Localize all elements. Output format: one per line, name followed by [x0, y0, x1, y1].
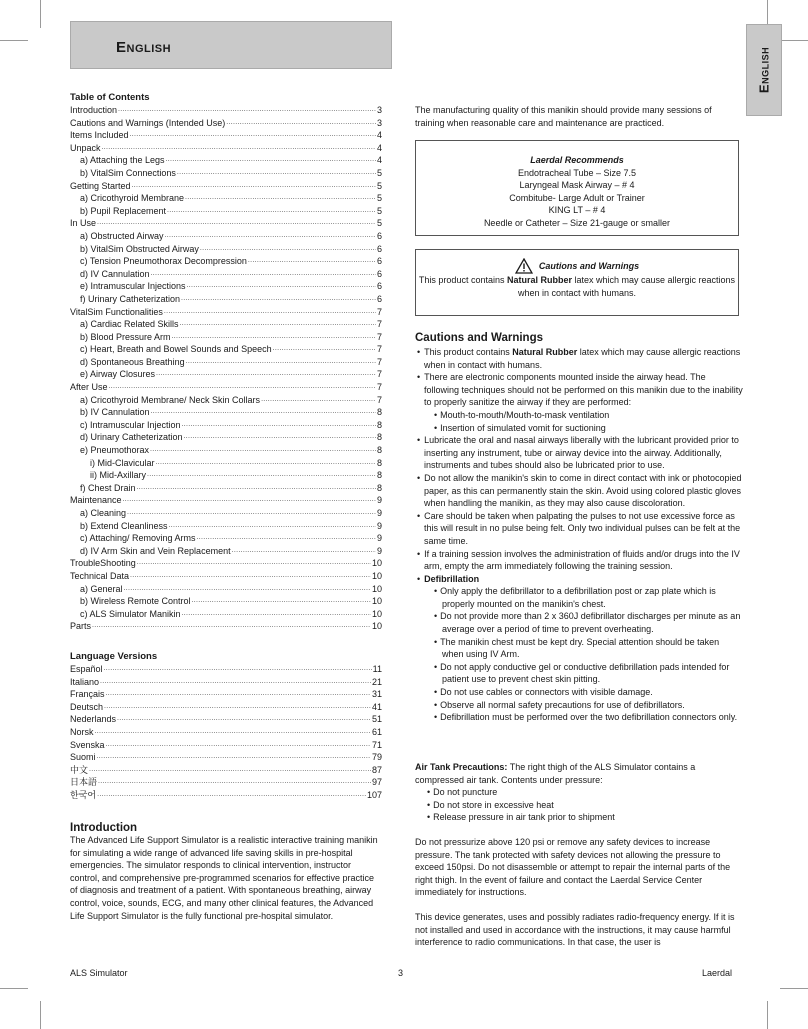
page-title: English	[116, 39, 172, 56]
toc-entry-page: 8	[376, 419, 382, 430]
toc-entry-page: 9	[376, 508, 382, 518]
rf-section	[415, 911, 740, 949]
toc-entry-label: c) Heart, Breath and Bowel Sounds and Speech	[80, 344, 272, 355]
toc-entry-page: 4	[376, 130, 382, 141]
language-entry	[70, 789, 382, 802]
language-label: Français	[70, 689, 105, 700]
language-versions-title: Language Versions	[70, 650, 158, 662]
caution-box	[415, 249, 739, 316]
toc-entry-label: d) Spontaneous Breathing	[80, 356, 185, 367]
toc-leader-dots	[92, 618, 371, 633]
crop-mark	[780, 988, 808, 989]
crop-mark	[0, 40, 28, 41]
toc-entry-page: 6	[376, 256, 382, 267]
toc-entry-page: 6	[376, 230, 382, 241]
language-page: 21	[371, 676, 382, 687]
toc-entry-label: c) Tension Pneumothorax Decompression	[80, 256, 247, 267]
list-item: • Do not allow the manikin's skin to come in direct contact with ink or photocopied paper, as this can permanently stain the skin. Avoid using colored plastic gloves when handling the manikin, as they may also cause discoloration.	[415, 472, 743, 510]
toc-entry-page: 6	[376, 268, 382, 279]
toc-entry-label: b) Pupil Replacement	[80, 205, 167, 216]
footer-right: Laerdal	[702, 968, 733, 978]
list-item: • Mouth-to-mouth/Mouth-to-mask ventilation	[424, 409, 743, 422]
toc-entry-label: a) Cardiac Related Skills	[80, 319, 179, 330]
page-number: 3	[398, 968, 404, 978]
toc-entry-page: 8	[376, 445, 382, 456]
recommends-line: Combitube- Large Adult or Trainer	[509, 192, 645, 203]
list-item	[415, 573, 743, 724]
list-item	[415, 371, 743, 434]
toc-leader-dots	[97, 787, 366, 802]
defibrillation-list	[415, 573, 743, 724]
air-tank-label: Air Tank Precautions:	[415, 762, 508, 772]
recommends-line: Endotracheal Tube – Size 7.5	[517, 167, 637, 178]
language-label: Español	[70, 663, 103, 674]
air-tank-list	[415, 786, 740, 824]
list-item	[415, 346, 743, 371]
toc-list	[70, 104, 382, 633]
caution-box-text-pre: This product contains	[418, 275, 507, 285]
toc-entry-label: c) Intramuscular Injection	[80, 419, 181, 430]
toc-entry-label: In Use	[70, 218, 97, 229]
toc-entry-page: 5	[376, 167, 382, 178]
toc-entry-page: 4	[376, 155, 382, 166]
language-label: Deutsch	[70, 701, 104, 712]
defibrillation-heading: Defibrillation	[424, 573, 480, 584]
defibrillation-sublist	[424, 585, 743, 724]
toc-entry-page: 10	[371, 570, 382, 581]
introduction-heading: Introduction	[70, 822, 138, 834]
toc-entry-label: b) Wireless Remote Control	[80, 596, 191, 607]
toc-entry	[70, 620, 382, 633]
language-page: 51	[371, 714, 382, 725]
language-page: 87	[371, 764, 382, 775]
left-column	[70, 91, 382, 801]
toc-entry-page: 7	[376, 344, 382, 355]
language-page: 107	[366, 789, 382, 800]
toc-entry-label: After Use	[70, 382, 108, 393]
toc-entry-label: Items Included	[70, 130, 129, 141]
latex-text-bold: Natural Rubber	[512, 347, 578, 357]
list-item: • Do not provide more than 2 x 360J defibrillator discharges per minute as an average over a period of time to prevent overheating.	[424, 610, 743, 635]
toc-entry-label: VitalSim Functionalities	[70, 306, 163, 317]
language-label: 日本語	[70, 777, 98, 788]
list-item: • Do not apply conductive gel or conductive defibrillation pads intended for patient use to prevent chest skin pitting.	[424, 661, 743, 686]
toc-entry-label: e) Pneumothorax	[80, 445, 150, 456]
toc-title: Table of Contents	[70, 92, 150, 103]
toc-entry-label: f) Urinary Catheterization	[80, 293, 181, 304]
toc-entry-page: 10	[371, 558, 382, 569]
toc-entry-page: 6	[376, 293, 382, 304]
language-label: 中文	[70, 764, 89, 775]
language-page: 11	[372, 663, 382, 674]
toc-entry-label: e) Airway Closures	[80, 369, 156, 380]
toc-entry-label: Getting Started	[70, 180, 131, 191]
cautions-list	[415, 346, 743, 434]
language-label: Norsk	[70, 726, 94, 737]
toc-entry-label: d) IV Cannulation	[80, 268, 150, 279]
toc-entry-label: d) IV Arm Skin and Vein Replacement	[80, 545, 231, 556]
toc-entry-label: Cautions and Warnings (Intended Use)	[70, 117, 226, 128]
list-item: • Defibrillation must be performed over the two defibrillation connectors only.	[424, 711, 743, 724]
toc-entry-page: 10	[371, 583, 382, 594]
toc-entry-page: 9	[376, 495, 382, 506]
air-tank-text	[415, 761, 740, 786]
toc-entry-label: b) VitalSim Obstructed Airway	[80, 243, 199, 254]
footer-left: ALS Simulator	[70, 968, 128, 978]
toc-entry-page: 7	[376, 306, 382, 317]
toc-entry-label: c) ALS Simulator Manikin	[80, 608, 181, 619]
toc-entry-label: f) Chest Drain	[80, 482, 136, 493]
pressure-text: Do not pressurize above 120 psi or remove any safety devices to increase pressure. The tank protected with safety devices not allowing the pressure to exceed 150psi. Do not disassemble or attempt to repair the internal parts of the right thigh. In the event of failure and contact the Laerdal Service Center immediately for instructions.	[415, 837, 731, 898]
recommends-list	[416, 167, 738, 230]
caution-box-title: Cautions and Warnings	[538, 260, 640, 271]
toc-entry-page: 8	[376, 457, 382, 468]
introduction-text: The Advanced Life Support Simulator is a realistic interactive training manikin for simulating a wide range of advanced life saving skills in pre-hospital emergencies. The simulator responds to clinical intervention, instructor control, and comprehensive pre-programmed scenarios for effective practice of diagnosis and treatment of a patient. With spontaneous breathing, airway control, voice, sounds, ECG, and many other clinical features, the Advanced Life Support Simulator is the fully functional pre-hospital simulator.	[70, 835, 378, 921]
recommends-line: Needle or Catheter – Size 21-gauge or smaller	[483, 217, 671, 228]
recommends-box	[415, 140, 739, 236]
list-item: • The manikin chest must be kept dry. Special attention should be taken when using IV Arm.	[424, 636, 743, 661]
toc-entry-page: 10	[371, 621, 382, 632]
language-page: 31	[371, 689, 382, 700]
toc-entry-label: a) Cleaning	[80, 508, 127, 518]
list-item: • Insertion of simulated vomit for suctioning	[424, 422, 743, 435]
language-label: Suomi	[70, 752, 96, 763]
toc-entry-page: 7	[376, 356, 382, 367]
caution-box-text-bold: Natural Rubber	[506, 275, 572, 285]
toc-entry-label: a) General	[80, 583, 123, 594]
electronic-sublist	[424, 409, 743, 434]
language-page: 97	[371, 777, 382, 788]
cautions-section	[415, 332, 743, 724]
toc-entry-page: 7	[376, 319, 382, 330]
list-item: • Do not use cables or connectors with visible damage.	[424, 686, 743, 699]
language-label: Nederlands	[70, 714, 117, 725]
toc-entry-label: b) IV Cannulation	[80, 407, 150, 418]
recommends-line: KING LT – # 4	[548, 205, 606, 216]
toc-entry-label: Maintenance	[70, 495, 122, 506]
toc-entry-label: b) VitalSim Connections	[80, 167, 176, 178]
toc-entry-label: b) Blood Pressure Arm	[80, 331, 171, 342]
toc-entry-label: a) Cricothyroid Membrane/ Neck Skin Collars	[80, 394, 261, 405]
language-label: 한국어	[70, 789, 97, 800]
toc-entry-page: 7	[376, 382, 382, 393]
toc-entry-label: i) Mid-Clavicular	[90, 457, 155, 468]
list-item: • Do not store in excessive heat	[415, 799, 740, 812]
language-label: Italiano	[70, 676, 100, 687]
toc-entry-page: 10	[371, 596, 382, 607]
toc-entry-label: ii) Mid-Axillary	[90, 470, 146, 481]
toc-entry-page: 6	[376, 281, 382, 292]
crop-mark	[780, 40, 808, 41]
toc-entry-page: 10	[371, 608, 382, 619]
rf-text: This device generates, uses and possibly radiates radio-frequency energy. If it is not installed and used in accordance with the instructions, it may cause harmful interference to radio communications. In that case, the user is	[415, 912, 735, 948]
toc-entry-label: Introduction	[70, 105, 118, 115]
toc-entry-page: 9	[376, 533, 382, 544]
toc-entry-label: a) Cricothyroid Membrane	[80, 193, 185, 204]
language-page: 41	[371, 701, 382, 712]
cautions-heading: Cautions and Warnings	[415, 332, 543, 344]
language-versions	[70, 650, 382, 802]
crop-mark	[0, 988, 28, 989]
introduction-section	[70, 822, 382, 922]
air-tank-section	[415, 761, 740, 824]
toc-entry-label: Unpack	[70, 142, 101, 153]
toc-entry-label: b) Extend Cleanliness	[80, 520, 168, 531]
language-label: Svenska	[70, 739, 105, 750]
toc-entry-label: e) Intramuscular Injections	[80, 281, 186, 292]
caution-box-text	[416, 274, 738, 299]
toc-entry-page: 7	[376, 369, 382, 380]
electronic-text: There are electronic components mounted inside the airway head. The following techniques should not be performed on this manikin due to the inability to properly sanitize the airway if they are performed:	[424, 372, 743, 408]
language-page: 61	[371, 726, 382, 737]
toc-entry-page: 3	[376, 105, 382, 115]
list-item: • Lubricate the oral and nasal airways liberally with the lubricant provided prior to inserting any instrument, tube or airway device into the airway. Additionally, instruments and tubes should also be lubricated prior to use.	[415, 434, 743, 472]
side-tab-label: English	[756, 46, 772, 94]
crop-mark	[40, 0, 41, 28]
toc-entry-label: Parts	[70, 621, 92, 632]
list-item: • If a training session involves the administration of fluids and/or drugs into the IV arm, empty the arm immediately following the training session.	[415, 548, 743, 573]
quality-text: The manufacturing quality of this manikin should provide many sessions of training when reasonable care and maintenance are practiced.	[415, 105, 712, 128]
toc-entry-label: a) Attaching the Legs	[80, 155, 165, 166]
toc-entry-page: 8	[376, 432, 382, 443]
pressure-section	[415, 836, 740, 899]
toc-entry-page: 4	[376, 142, 382, 153]
toc-entry-page: 7	[376, 331, 382, 342]
latex-text-pre: This product contains	[424, 347, 513, 357]
caution-box-text-post: latex which may cause allergic reactions when in contact with humans.	[517, 275, 736, 298]
toc-entry-label: Technical Data	[70, 570, 130, 581]
cautions-more-list	[415, 434, 743, 573]
toc-entry-page: 8	[376, 407, 382, 418]
toc-entry-page: 8	[376, 470, 382, 481]
crop-mark	[767, 1001, 768, 1029]
list-item: • Care should be taken when palpating the pulses to not use excessive force as this will result in no pulse being felt. Only two individual pulses can be felt at the same time.	[415, 510, 743, 548]
crop-mark	[40, 1001, 41, 1029]
warning-triangle-icon	[515, 258, 533, 274]
toc-entry-page: 3	[376, 117, 382, 128]
list-item: • Observe all normal safety precautions for use of defibrillators.	[424, 699, 743, 712]
toc-entry-page: 6	[376, 243, 382, 254]
toc-entry-page: 5	[376, 193, 382, 204]
latex-text-post: latex which may cause allergic reactions when in contact with humans.	[424, 347, 741, 370]
language-page: 71	[371, 739, 382, 750]
list-item: • Only apply the defibrillator to a defibrillation post or zap plate which is properly mounted on the manikin's chest.	[424, 585, 743, 610]
list-item: • Do not puncture	[415, 786, 740, 799]
section-header	[70, 21, 392, 69]
toc-entry-page: 5	[376, 180, 382, 191]
toc-entry-page: 9	[376, 520, 382, 531]
toc-entry-page: 5	[376, 205, 382, 216]
air-tank-body: The right thigh of the ALS Simulator contains a compressed air tank. Contents under pressure:	[415, 762, 696, 785]
quality-note	[415, 104, 740, 129]
language-list	[70, 663, 382, 802]
list-item: • Release pressure in air tank prior to shipment	[415, 811, 740, 824]
toc-entry-page: 7	[376, 394, 382, 405]
toc-entry-page: 5	[376, 218, 382, 229]
side-language-tab	[746, 24, 782, 116]
language-page: 79	[371, 752, 382, 763]
recommends-title: Laerdal Recommends	[530, 155, 624, 165]
toc-entry-page: 8	[376, 482, 382, 493]
toc-entry-label: a) Obstructed Airway	[80, 230, 164, 241]
toc-entry-label: TroubleShooting	[70, 558, 136, 569]
toc-entry-label: d) Urinary Catheterization	[80, 432, 183, 443]
toc-entry-label: c) Attaching/ Removing Arms	[80, 533, 196, 544]
recommends-line: Laryngeal Mask Airway – # 4	[519, 180, 635, 191]
toc-entry-page: 9	[376, 545, 382, 556]
